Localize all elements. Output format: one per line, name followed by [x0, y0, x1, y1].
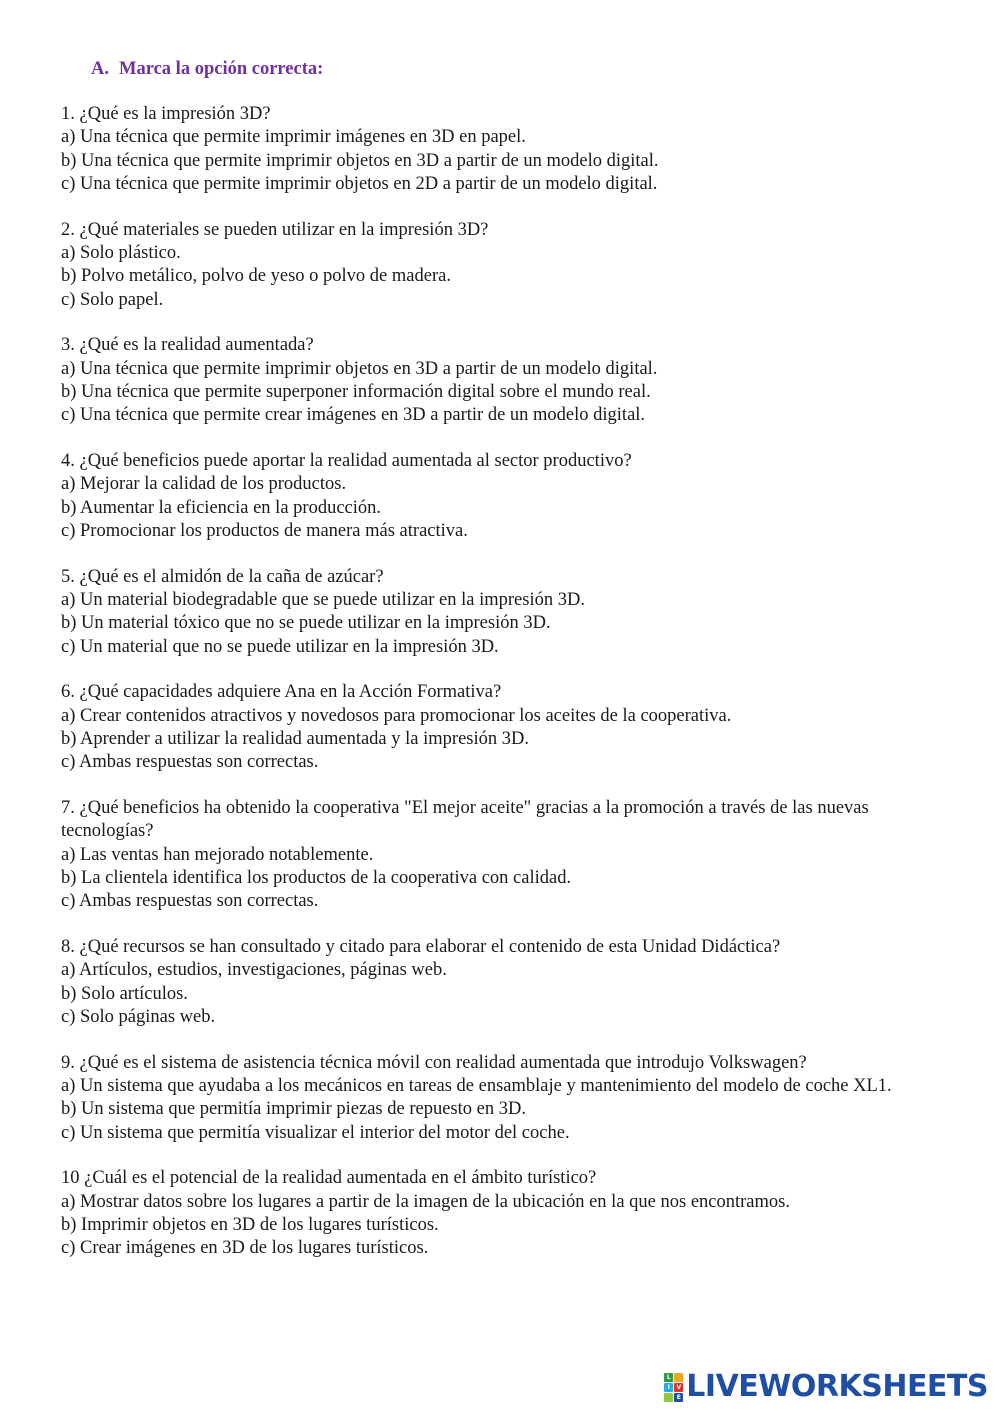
answer-option-b[interactable]: b) Una técnica que permite imprimir objetos en 3D a partir de un modelo digital. — [61, 150, 659, 171]
question-text: 5. ¿Qué es el almidón de la caña de azúcar? — [61, 566, 384, 587]
question-4 — [61, 450, 931, 543]
question-1 — [61, 103, 931, 196]
question-6 — [61, 681, 931, 774]
answer-option-b[interactable]: b) Un sistema que permitía imprimir piezas de repuesto en 3D. — [61, 1099, 526, 1120]
answer-option-b[interactable]: b) Polvo metálico, polvo de yeso o polvo de madera. — [61, 266, 451, 287]
question-8 — [61, 936, 931, 1029]
answer-option-b[interactable]: b) La clientela identifica los productos de la cooperativa con calidad. — [61, 868, 572, 889]
question-7 — [61, 797, 931, 913]
logo-mark-cell: I — [664, 1383, 673, 1392]
question-list — [61, 103, 931, 1261]
answer-option-c[interactable]: c) Un material que no se puede utilizar en la impresión 3D. — [61, 636, 499, 657]
answer-option-c[interactable]: c) Crear imágenes en 3D de los lugares turísticos. — [61, 1238, 429, 1259]
question-text: 10 ¿Cuál es el potencial de la realidad aumentada en el ámbito turístico? — [61, 1168, 597, 1189]
logo-mark-cell: E — [674, 1393, 683, 1402]
question-text: 9. ¿Qué es el sistema de asistencia técnica móvil con realidad aumentada que introdujo Volkswagen? — [61, 1052, 807, 1073]
section-title-text: Marca la opción correcta: — [119, 59, 324, 79]
question-text: 2. ¿Qué materiales se pueden utilizar en la impresión 3D? — [61, 219, 489, 240]
answer-option-a[interactable]: a) Un sistema que ayudaba a los mecánicos en tareas de ensamblaje y mantenimiento del modelo de coche XL1. — [61, 1076, 892, 1097]
answer-option-c[interactable]: c) Una técnica que permite imprimir objetos en 2D a partir de un modelo digital. — [61, 173, 658, 194]
question-text: 1. ¿Qué es la impresión 3D? — [61, 104, 271, 124]
answer-option-c[interactable]: c) Un sistema que permitía visualizar el interior del motor del coche. — [61, 1122, 570, 1143]
section-marker: A. — [91, 59, 109, 79]
answer-option-a[interactable]: a) Mejorar la calidad de los productos. — [61, 474, 347, 495]
answer-option-a[interactable]: a) Una técnica que permite imprimir imágenes en 3D en papel. — [61, 127, 526, 148]
answer-option-c[interactable]: c) Ambas respuestas son correctas. — [61, 752, 319, 773]
answer-option-b[interactable]: b) Una técnica que permite superponer información digital sobre el mundo real. — [61, 381, 651, 402]
answer-option-c[interactable]: c) Solo papel. — [61, 289, 164, 310]
answer-option-a[interactable]: a) Una técnica que permite imprimir objetos en 3D a partir de un modelo digital. — [61, 358, 658, 379]
answer-option-c[interactable]: c) Promocionar los productos de manera más atractiva. — [61, 520, 468, 541]
answer-option-c[interactable]: c) Una técnica que permite crear imágenes en 3D a partir de un modelo digital. — [61, 405, 646, 426]
question-text: 8. ¿Qué recursos se han consultado y citado para elaborar el contenido de esta Unidad Didáctica? — [61, 937, 781, 958]
answer-option-b[interactable]: b) Imprimir objetos en 3D de los lugares turísticos. — [61, 1215, 439, 1236]
answer-option-a[interactable]: a) Artículos, estudios, investigaciones, páginas web. — [61, 960, 447, 981]
answer-option-a[interactable]: a) Las ventas han mejorado notablemente. — [61, 844, 374, 865]
question-text: 6. ¿Qué capacidades adquiere Ana en la Acción Formativa? — [61, 682, 502, 703]
logo-text: LIVEWORKSHEETS — [686, 1369, 988, 1404]
answer-option-b[interactable]: b) Aumentar la eficiencia en la producción. — [61, 497, 382, 518]
answer-option-a[interactable]: a) Solo plástico. — [61, 242, 181, 263]
question-text: 4. ¿Qué beneficios puede aportar la realidad aumentada al sector productivo? — [61, 451, 632, 472]
answer-option-a[interactable]: a) Crear contenidos atractivos y novedosos para promocionar los aceites de la cooperativa. — [61, 705, 732, 726]
worksheet — [61, 58, 931, 1283]
answer-option-b[interactable]: b) Solo artículos. — [61, 983, 188, 1004]
question-5 — [61, 566, 931, 659]
question-text: 7. ¿Qué beneficios ha obtenido la cooperativa "El mejor aceite" gracias a la promoción a través de las nuevas tecnologías? — [61, 798, 869, 842]
answer-option-c[interactable]: c) Ambas respuestas son correctas. — [61, 891, 319, 912]
question-text: 3. ¿Qué es la realidad aumentada? — [61, 335, 314, 356]
section-title — [91, 58, 931, 81]
logo-mark-icon — [664, 1373, 683, 1402]
logo-mark-cell — [664, 1393, 673, 1402]
question-10 — [61, 1167, 931, 1260]
answer-option-a[interactable]: a) Mostrar datos sobre los lugares a partir de la imagen de la ubicación en la que nos encontramos. — [61, 1191, 790, 1212]
logo-mark-cell: V — [674, 1383, 683, 1392]
answer-option-a[interactable]: a) Un material biodegradable que se puede utilizar en la impresión 3D. — [61, 590, 585, 611]
logo-mark-cell — [674, 1373, 683, 1382]
question-2 — [61, 219, 931, 312]
answer-option-c[interactable]: c) Solo páginas web. — [61, 1007, 216, 1027]
liveworksheets-logo — [664, 1370, 988, 1404]
answer-option-b[interactable]: b) Aprender a utilizar la realidad aumentada y la impresión 3D. — [61, 729, 529, 750]
question-9 — [61, 1052, 931, 1145]
answer-option-b[interactable]: b) Un material tóxico que no se puede utilizar en la impresión 3D. — [61, 613, 551, 634]
question-3 — [61, 334, 931, 427]
logo-mark-cell: L — [664, 1373, 673, 1382]
